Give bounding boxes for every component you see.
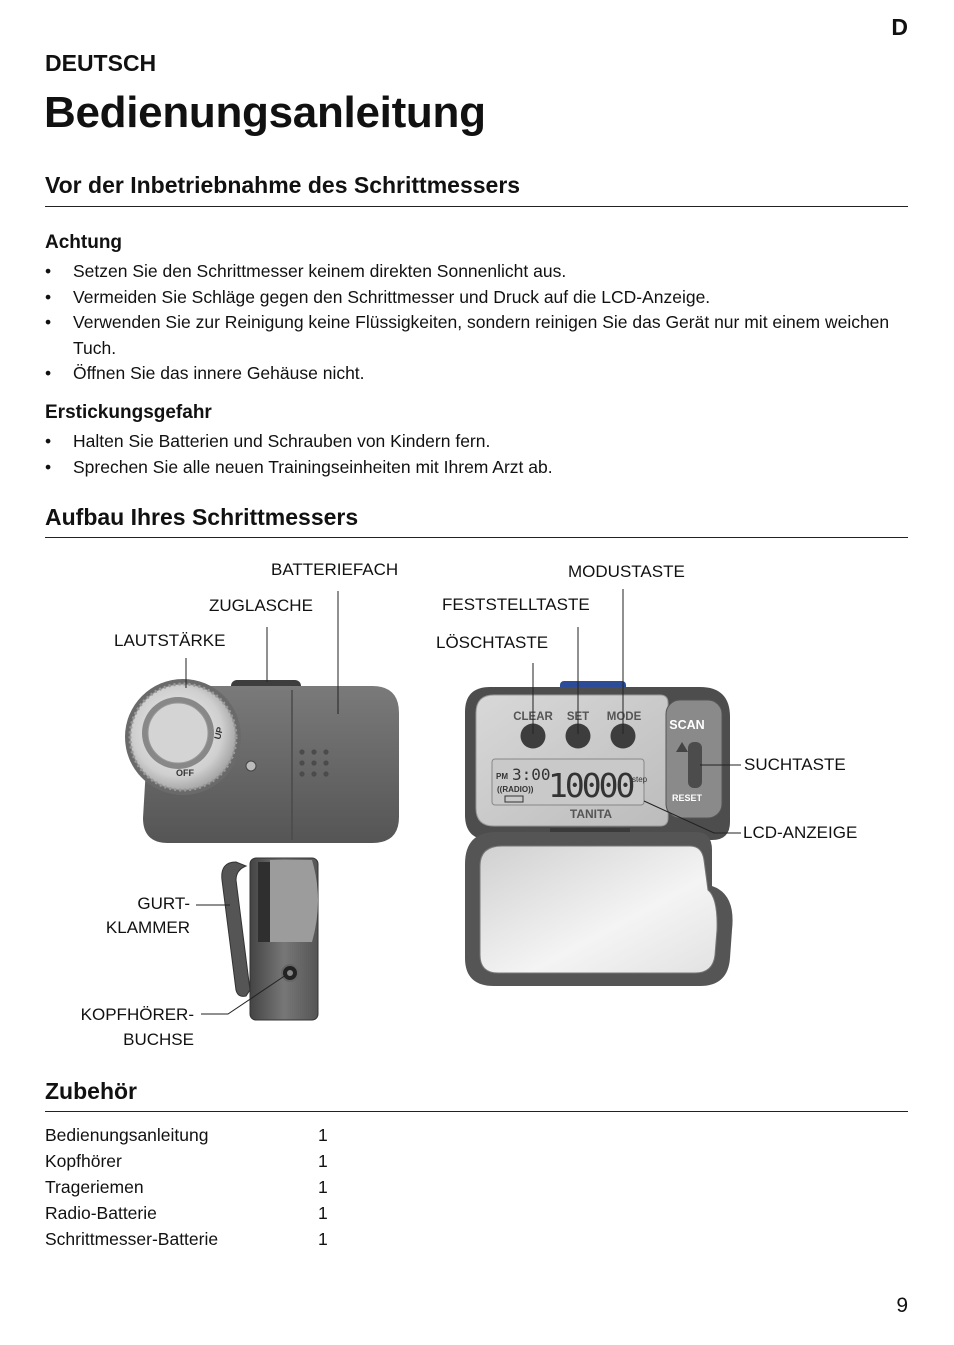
list-item: • Halten Sie Batterien und Schrauben von Kindern fern. xyxy=(45,431,491,451)
section-divider xyxy=(45,206,908,207)
label-belt-clip-line2: KLAMMER xyxy=(105,918,190,937)
label-belt-clip-line1: GURT- xyxy=(137,894,190,913)
list-item: • Öffnen Sie das innere Gehäuse nicht. xyxy=(45,363,365,383)
label-scan-button: SUCHTASTE xyxy=(744,755,846,774)
list-item: • Setzen Sie den Schrittmesser keinem direkten Sonnenlicht aus. xyxy=(45,261,567,281)
pedometer-unit xyxy=(465,681,733,986)
table-row: Radio-Batterie 1 xyxy=(45,1202,328,1223)
label-headphone-jack-line2: BUCHSE xyxy=(123,1030,194,1049)
dial-up-text: UP xyxy=(212,725,226,741)
label-lcd-display: LCD-ANZEIGE xyxy=(743,823,858,842)
label-clear-button: LÖSCHTASTE xyxy=(436,633,549,652)
pedometer-illustration xyxy=(0,545,954,1065)
table-row: Schrittmesser-Batterie 1 xyxy=(45,1228,328,1249)
choking-heading: Erstickungsgefahr xyxy=(45,402,212,423)
accessories-table xyxy=(45,1123,328,1252)
radio-unit xyxy=(125,679,399,843)
section-divider xyxy=(45,1111,908,1112)
caution-list xyxy=(45,259,905,387)
table-row: Kopfhörer 1 xyxy=(45,1151,328,1172)
section-title-before-use: Vor der Inbetriebnahme des Schrittmessers xyxy=(45,172,521,198)
page-number: 9 xyxy=(896,1294,908,1317)
lcd-steps-text: 10000 xyxy=(548,766,633,805)
table-row: Trageriemen 1 xyxy=(45,1176,328,1197)
lcd-unit-text: step xyxy=(632,775,648,784)
mode-button-text: MODE xyxy=(606,711,642,723)
caution-heading: Achtung xyxy=(45,232,123,253)
reset-button-text: RESET xyxy=(671,793,703,803)
label-headphone-jack xyxy=(40,1002,194,1052)
section-title-accessories: Zubehör xyxy=(45,1078,137,1104)
language-tag: D xyxy=(891,14,908,40)
list-item: • Sprechen Sie alle neuen Trainingseinheiten mit Ihrem Arzt ab. xyxy=(45,456,553,477)
lcd-radio-text: ((RADIO)) xyxy=(497,785,534,794)
pedometer-diagram xyxy=(0,545,954,1065)
page-title: Bedienungsanleitung xyxy=(44,88,486,137)
list-item: • Vermeiden Sie Schläge gegen den Schrittmesser und Druck auf die LCD-Anzeige. xyxy=(45,286,711,307)
dial-off-text: OFF xyxy=(176,768,194,778)
table-row: Bedienungsanleitung 1 xyxy=(45,1125,328,1146)
list-item: • Verwenden Sie zur Reinigung keine Flüssigkeiten, sondern reinigen Sie das Gerät nur mit einem weichen Tuch. xyxy=(45,312,890,358)
choking-list xyxy=(45,429,905,480)
label-strap: ZUGLASCHE xyxy=(209,596,313,615)
label-volume: LAUTSTÄRKE xyxy=(114,631,226,650)
section-title-layout: Aufbau Ihres Schrittmessers xyxy=(45,504,359,530)
lcd-pm-text: PM xyxy=(496,772,508,781)
label-mode-button: MODUSTASTE xyxy=(568,562,685,581)
scan-button-text: SCAN xyxy=(669,718,705,732)
section-divider xyxy=(45,537,908,538)
label-set-button: FESTSTELLTASTE xyxy=(442,595,590,614)
set-button-text: SET xyxy=(566,711,590,723)
clear-button-text: CLEAR xyxy=(513,711,553,723)
lcd-time-text: 3:00 xyxy=(512,765,551,784)
label-belt-clip xyxy=(60,892,190,940)
side-view xyxy=(222,858,318,1020)
label-battery-compartment: BATTERIEFACH xyxy=(271,560,399,579)
label-headphone-jack-line1: KOPFHÖRER- xyxy=(80,1005,194,1024)
brand-text: TANITA xyxy=(569,807,613,821)
language-label: DEUTSCH xyxy=(45,50,157,76)
